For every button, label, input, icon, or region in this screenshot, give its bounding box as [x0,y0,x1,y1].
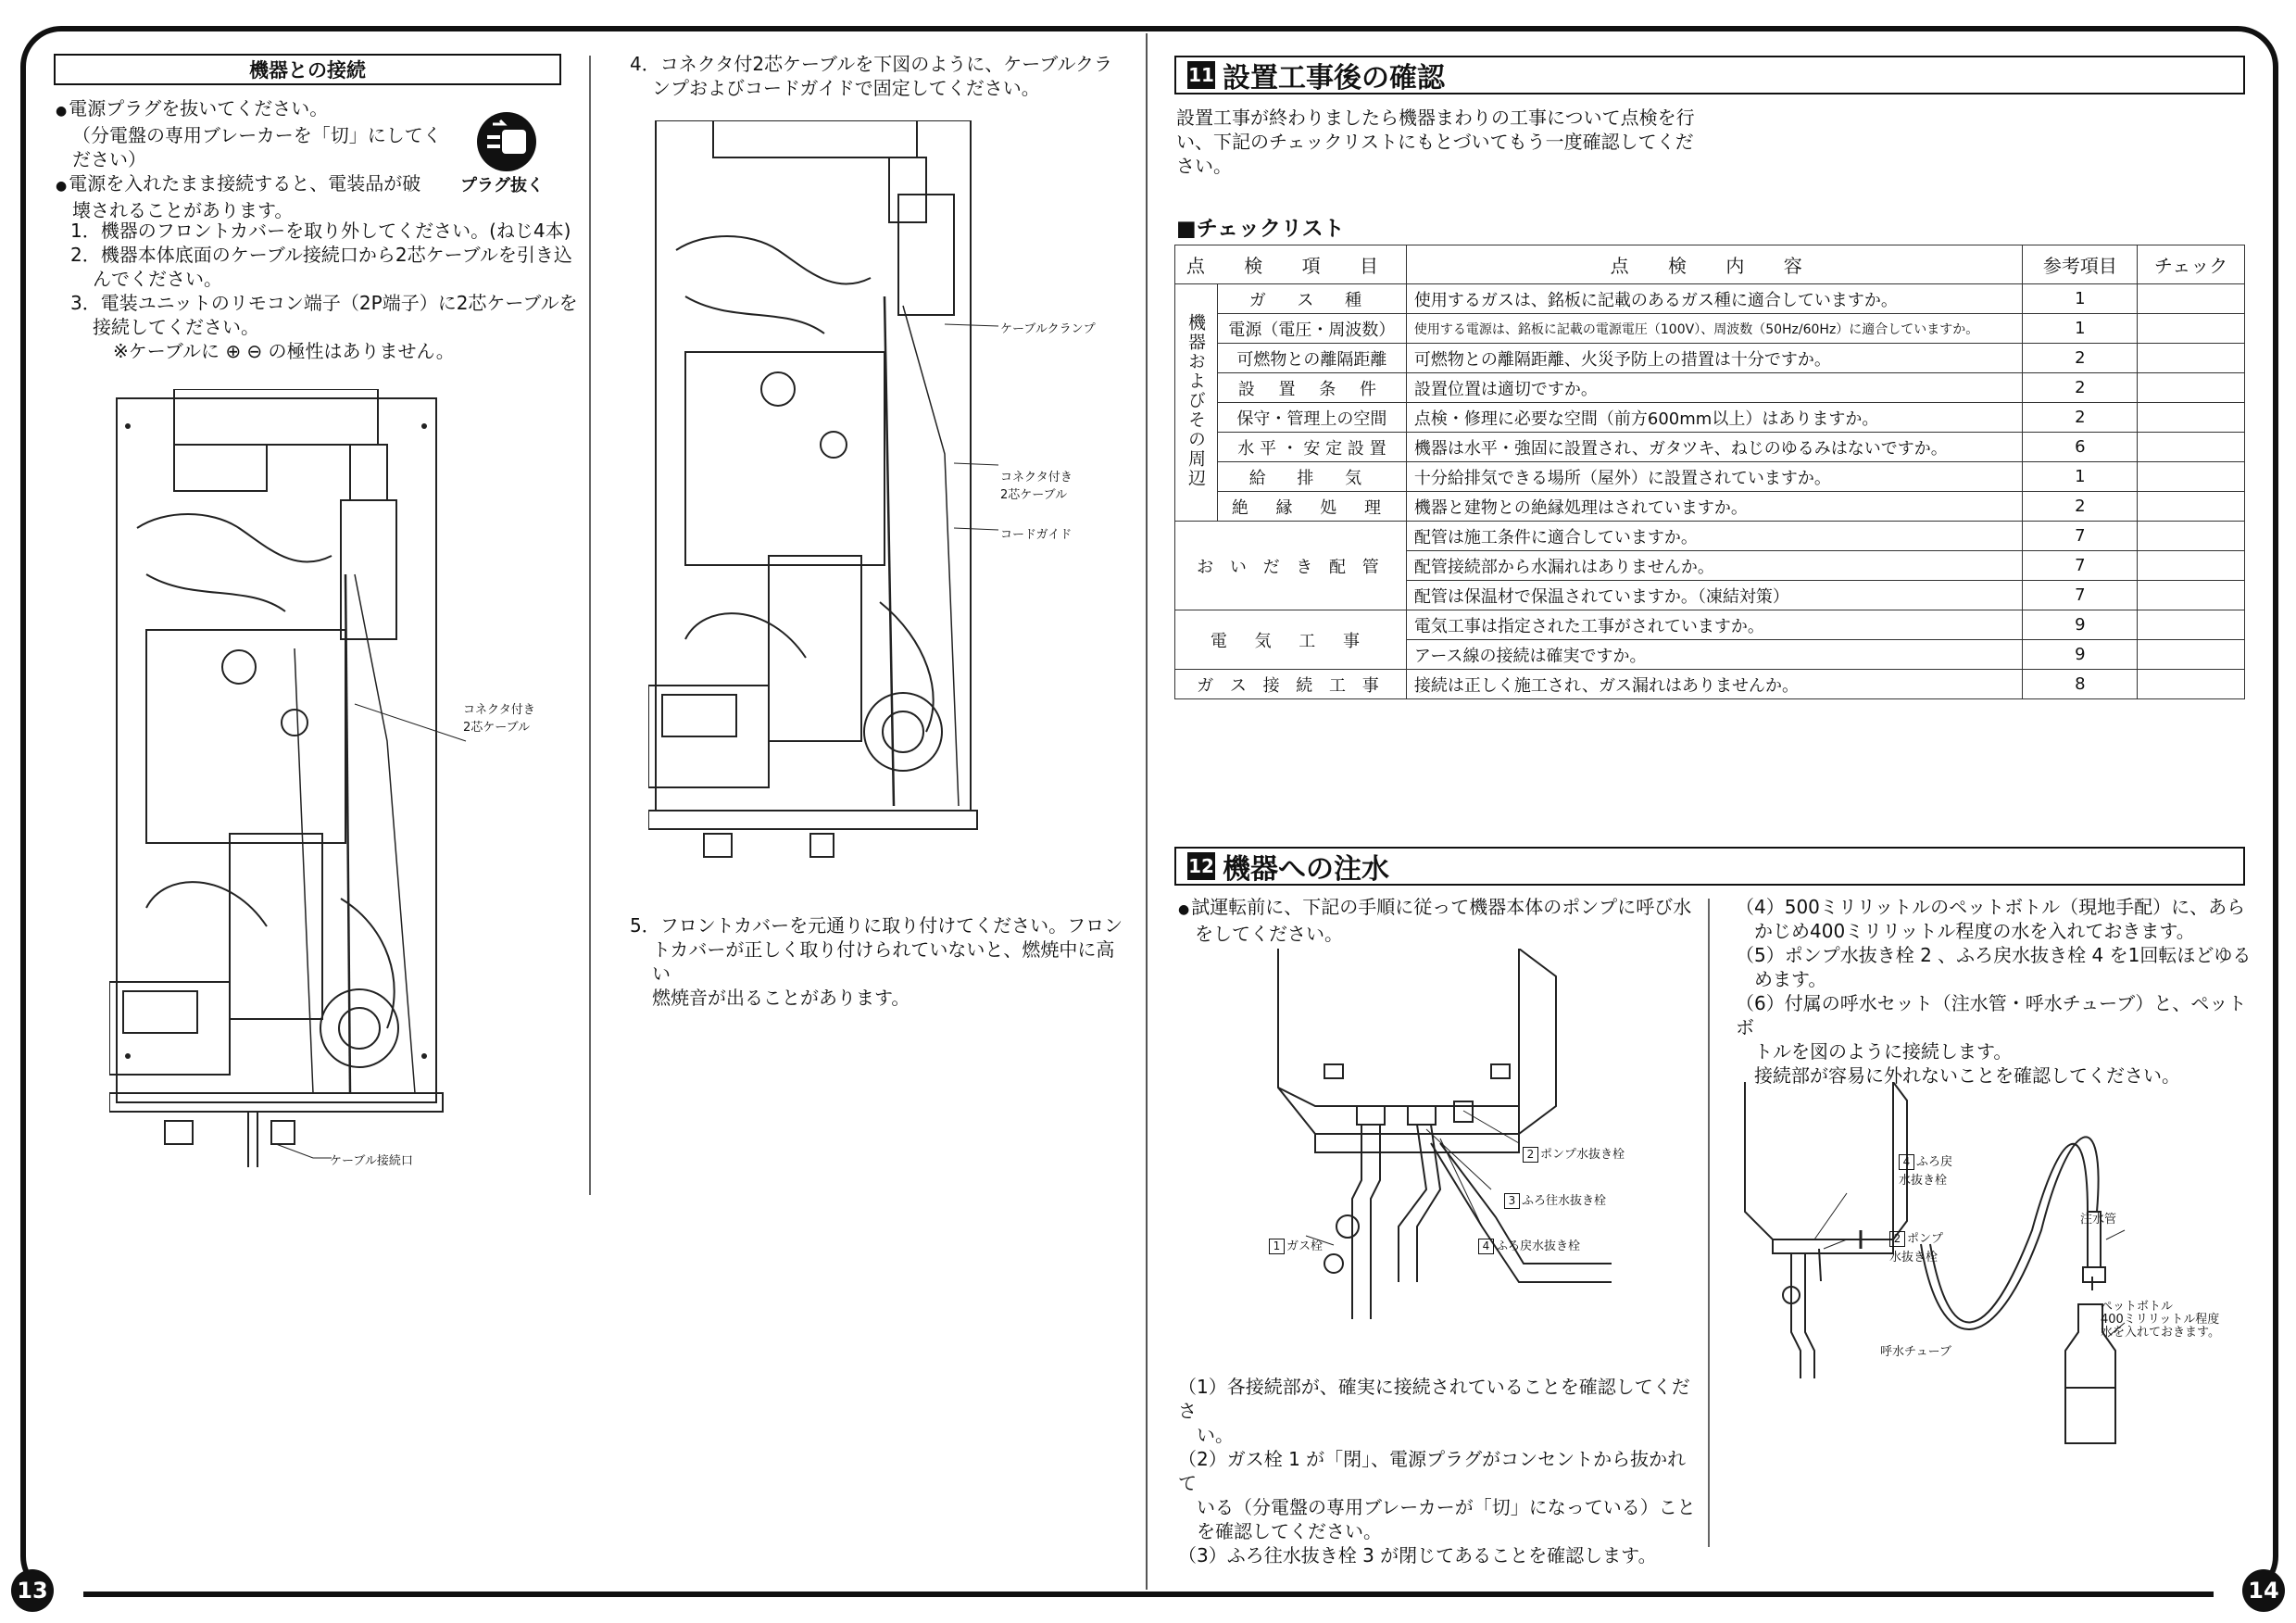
diagram1-entry-label: ケーブル接続口 [330,1154,413,1168]
row-item: 可燃物との離隔距離 [1217,344,1406,373]
step-4-line2: ンプおよびコードガイドで固定してください。 [652,77,1040,99]
checklist-row [1175,433,2245,462]
label-pump-right-text: ポンプ 水抜き栓 [1889,1232,1944,1264]
bullet2-line2: 壊されることがあります。 [72,199,294,221]
unit-interior-diagram-1 [109,389,545,1176]
label-furo-ret-drain: 4 ふろ戻水抜き栓 [1478,1236,1580,1254]
row-content: 配管接続部から水漏れはありませんか。 [1406,551,2023,581]
drain-plug-diagram [1241,949,1630,1338]
checklist-title: ■チェックリスト [1176,217,1345,241]
header-check: チェック [2138,245,2245,284]
row-item: 設 置 条 件 [1217,373,1406,403]
row-ref: 7 [2023,581,2138,610]
row-content: 可燃物との離隔距離、火災予防上の措置は十分ですか。 [1406,344,2023,373]
step-2b: んでください。 [93,268,222,290]
bullet1-line3: ださい） [72,148,146,170]
step12-2c: を確認してください。 [1197,1520,1382,1542]
step-2a: 2．機器本体底面のケーブル接続口から2芯ケーブルを引き込 [70,244,572,266]
row-ref: 7 [2023,522,2138,551]
section-header-connection [54,54,561,85]
checklist-row [1175,344,2245,373]
priming-water-diagram [1736,1082,2152,1471]
unit-interior-diagram-2 [648,120,1019,862]
step12-6a: （6）付属の呼水セット（注水管・呼水チューブ）と、ペットボ [1736,992,2247,1038]
label-fill-pipe: 注水管 [2080,1213,2117,1227]
bullet1-line2: （分電盤の専用ブレーカーを「切」にしてく [72,124,442,146]
checklist-row [1175,462,2245,492]
group3-label: 電 気 工 事 [1175,610,1407,670]
row-ref: 8 [2023,670,2138,699]
row-content: 設置位置は適切ですか。 [1406,373,2023,403]
section-12-header [1174,847,2245,886]
row-check-cell[interactable] [2138,492,2245,522]
step-5-text [630,913,1130,1010]
row-ref: 7 [2023,551,2138,581]
row-check-cell[interactable] [2138,670,2245,699]
row-check-cell[interactable] [2138,433,2245,462]
diagram2-guide-label: コードガイド [1000,528,1073,542]
row-content: 機器は水平・強固に設置され、ガタツキ、ねじのゆるみはないですか。 [1406,433,2023,462]
label-pump-drain: 2 ポンプ水抜き栓 [1523,1144,1625,1163]
label-pump-right: 2 ポンプ 水抜き栓 [1889,1232,1944,1264]
row-ref: 9 [2023,640,2138,670]
checklist-table [1174,245,2245,699]
row-check-cell[interactable] [2138,581,2245,610]
step-5-line1: 5．フロントカバーを元通りに取り付けてください。フロン [630,914,1123,937]
row-content: 使用するガスは、銘板に記載のあるガス種に適合していますか。 [1406,284,2023,314]
header-ref: 参考項目 [2023,245,2138,284]
diagram2-clamp-label: ケーブルクランプ [1000,322,1096,336]
row-content: 配管は施工条件に適合していますか。 [1406,522,2023,551]
group1-label-cell [1175,284,1218,522]
row-check-cell[interactable] [2138,403,2245,433]
row-item: 保守・管理上の空間 [1217,403,1406,433]
section-12-intro-line2: をしてください。 [1195,923,1343,945]
step-5-line2: トカバーが正しく取り付けられていないと、燃焼中に高い [652,938,1115,985]
unplug-icon [474,109,539,174]
checklist-row [1175,373,2245,403]
row-content: アース線の接続は確実ですか。 [1406,640,2023,670]
row-content: 配管は保温材で保温されていますか。（凍結対策） [1406,581,2023,610]
column-divider-right [1708,899,1710,1547]
row-item: 給 排 気 [1217,462,1406,492]
row-check-cell[interactable] [2138,344,2245,373]
label-furo-ret-right: 4 ふろ戻 水抜き栓 [1899,1155,1953,1188]
bullet1-line1: 電源プラグを抜いてください。 [69,97,329,120]
header-content: 点 検 内 容 [1406,245,2023,284]
row-ref: 2 [2023,344,2138,373]
step-1: 1．機器のフロントカバーを取り外してください。(ねじ4本) [70,220,571,242]
section-12-title: 機器への注水 [1223,853,1389,886]
section-11-intro [1176,106,1695,178]
step12-6c: 接続部が容易に外れないことを確認してください。 [1754,1064,2180,1087]
checklist-row [1175,314,2245,344]
row-ref: 2 [2023,492,2138,522]
row-check-cell[interactable] [2138,522,2245,551]
label-gas-valve: 1 ガス栓 [1269,1236,1323,1254]
label-furo-out-drain: 3 ふろ往水抜き栓 [1504,1190,1606,1209]
label-pet-bottle: ペットボトル 400ミリリットル程度 水を入れておきます。 [2101,1300,2220,1340]
checklist-row [1175,492,2245,522]
section-12-number: 12 [1187,852,1215,880]
section-11-title: 設置工事後の確認 [1223,62,1445,94]
section-12-intro-line1: 試運転前に、下記の手順に従って機器本体のポンプに呼び水 [1191,896,1692,918]
label-priming-tube: 呼水チューブ [1880,1345,1951,1359]
row-item: 電源（電圧・周波数） [1217,314,1406,344]
section-11-intro-line2: い、下記のチェックリストにもとづいてもう一度確認してくだ [1176,131,1694,153]
row-item: ガ ス 種 [1217,284,1406,314]
step-3-note: ※ケーブルに ⊕ ⊖ の極性はありません。 [113,340,455,362]
section-11-intro-line3: さい。 [1176,155,1232,177]
label-pump-drain-text: ポンプ水抜き栓 [1540,1148,1625,1162]
plug-icon-label: プラグ抜く [460,176,544,195]
row-check-cell[interactable] [2138,551,2245,581]
step-3a: 3．電装ユニットのリモコン端子（2P端子）に2芯ケーブルを [70,292,578,314]
step12-4a: （4）500ミリリットルのペットボトル（現地手配）に、あら [1736,896,2246,918]
page-number-right: 14 [2242,1569,2285,1612]
label-furo-out-text: ふろ往水抜き栓 [1522,1194,1607,1208]
label-furo-ret-right-text: ふろ戻 水抜き栓 [1899,1155,1953,1188]
row-content: 接続は正しく施工され、ガス漏れはありませんか。 [1406,670,2023,699]
row-check-cell[interactable] [2138,640,2245,670]
row-item: 水 平 ・ 安 定 設 置 [1217,433,1406,462]
row-ref: 9 [2023,610,2138,640]
step-4-line1: 4．コネクタ付2芯ケーブルを下図のように、ケーブルクラ [630,53,1113,75]
step-4-text [630,52,1130,100]
step12-6b: トルを図のように接続します。 [1754,1040,2013,1063]
step12-2b: いる（分電盤の専用ブレーカーが「切」になっている）こと [1197,1496,1696,1518]
row-content: 使用する電源は、銘板に記載の電源電圧（100V）、周波数（50Hz/60Hz）に適合していますか。 [1406,314,2023,344]
section-12-steps-right [1736,895,2254,1088]
header-item: 点 検 項 目 [1175,245,1407,284]
checklist-row [1175,610,2245,640]
section-header-title: 機器との接続 [249,59,366,82]
section-11-intro-line1: 設置工事が終わりましたら機器まわりの工事について点検を行 [1176,107,1695,129]
step-3b: 接続してください。 [93,316,259,338]
row-ref: 1 [2023,314,2138,344]
label-gas-text: ガス栓 [1286,1239,1324,1253]
row-content: 点検・修理に必要な空間（前方600mm以上）はありますか。 [1406,403,2023,433]
column-divider-left [589,56,591,1195]
step12-1a: （1）各接続部が、確実に接続されていることを確認してくださ [1178,1376,1690,1422]
group4-label: ガ ス 接 続 工 事 [1175,670,1407,699]
step12-2a: （2）ガス栓 1 が「閉」、電源プラグがコンセントから抜かれて [1178,1448,1687,1494]
step12-5b: めます。 [1754,968,1827,990]
section-11-number: 11 [1187,61,1215,89]
row-item: 絶 縁 処 理 [1217,492,1406,522]
checklist-row [1175,522,2245,551]
group2-label: お い だ き 配 管 [1175,522,1407,610]
label-furo-ret-text: ふろ戻水抜き栓 [1496,1239,1581,1253]
section-12-intro [1178,895,1697,946]
step-5-line3: 燃焼音が出ることがあります。 [652,987,910,1009]
step12-3: （3）ふろ往水抜き栓 3 が閉じてあることを確認します。 [1178,1544,1657,1566]
bullet-unplug [56,96,482,222]
row-content: 機器と建物との絶縁処理はされていますか。 [1406,492,2023,522]
row-check-cell[interactable] [2138,284,2245,314]
row-content: 電気工事は指定された工事がされていますか。 [1406,610,2023,640]
row-ref: 1 [2023,462,2138,492]
row-ref: 2 [2023,403,2138,433]
spine-divider [1146,33,1148,1590]
section-12-steps-left [1178,1375,1697,1567]
section-11-header [1174,56,2245,94]
row-ref: 6 [2023,433,2138,462]
bullet2-line1: 電源を入れたまま接続すると、電装品が破 [69,172,421,195]
step12-1b: い。 [1197,1424,1234,1446]
group1-label: 機器およびその周辺 [1185,312,1206,488]
checklist-row [1175,284,2245,314]
step12-4b: かじめ400ミリリットル程度の水を入れておきます。 [1754,920,2195,942]
row-check-cell[interactable] [2138,373,2245,403]
page-number-left: 13 [11,1569,54,1612]
checklist-row [1175,403,2245,433]
checklist-header-row [1175,245,2245,284]
row-content: 十分給排気できる場所（屋外）に設置されていますか。 [1406,462,2023,492]
row-ref: 2 [2023,373,2138,403]
row-check-cell[interactable] [2138,314,2245,344]
row-ref: 1 [2023,284,2138,314]
diagram1-cable-label: コネクタ付き 2芯ケーブル [463,703,535,735]
row-check-cell[interactable] [2138,610,2245,640]
diagram2-cable-label: コネクタ付き 2芯ケーブル [1000,471,1073,502]
connection-steps [70,219,589,363]
checklist-row [1175,670,2245,699]
step12-5a: （5）ポンプ水抜き栓 2 、ふろ戻水抜き栓 4 を1回転ほどゆる [1736,944,2252,966]
row-check-cell[interactable] [2138,462,2245,492]
